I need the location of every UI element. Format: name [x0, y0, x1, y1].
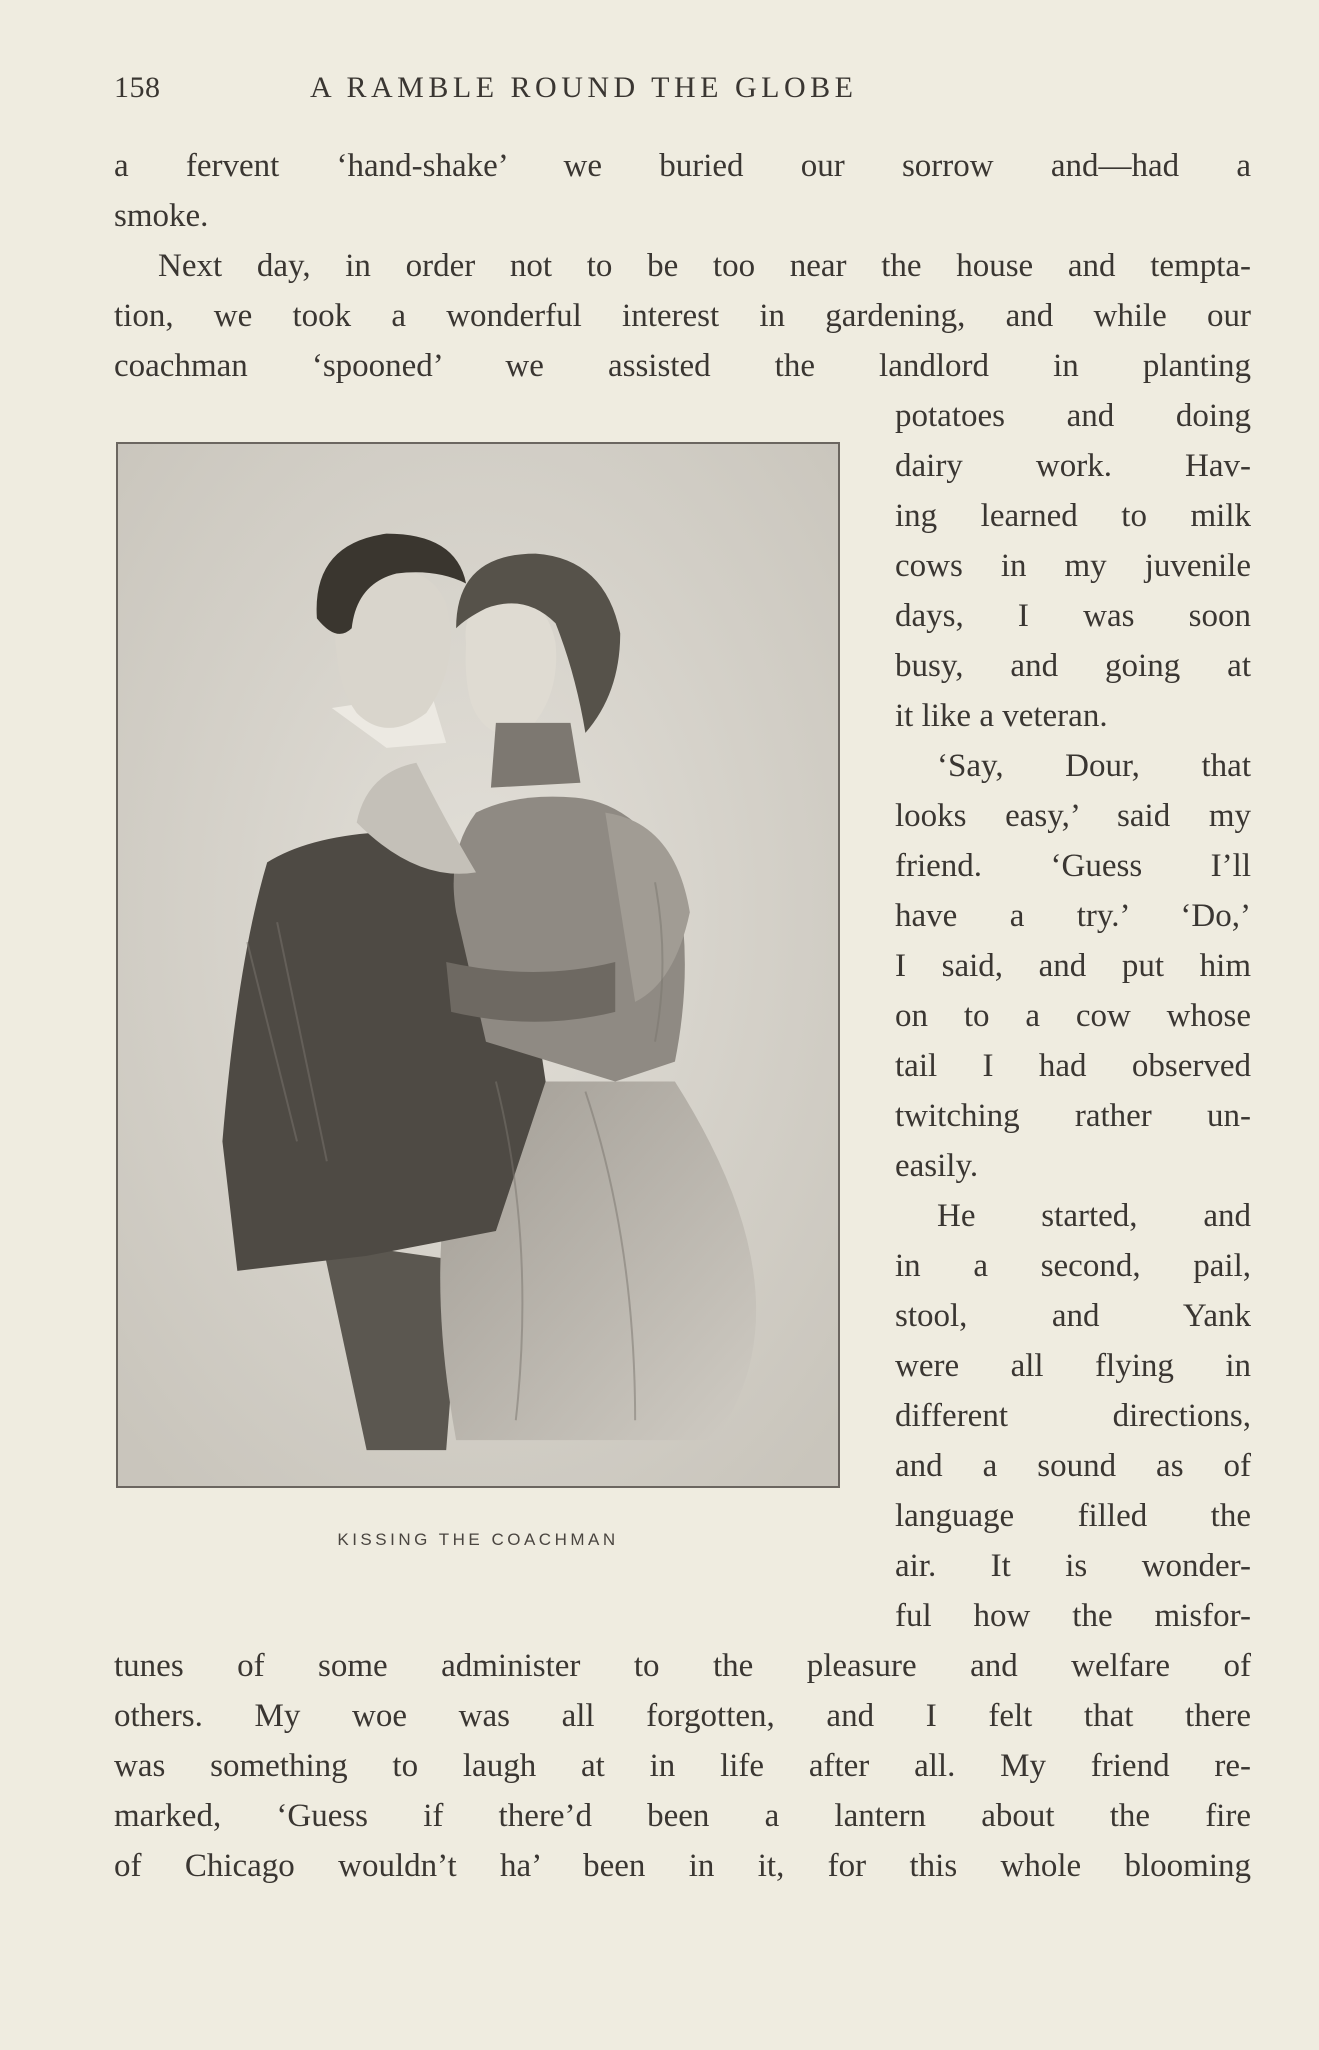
- text-line: of Chicago wouldn’t ha’ been in it, for this whole blooming: [114, 1848, 1251, 1884]
- column-text-line: cows in my juvenile: [895, 548, 1251, 584]
- column-text-line: ful how the misfor-: [895, 1598, 1251, 1634]
- column-text-line: friend. ‘Guess I’ll: [895, 848, 1251, 884]
- page-number: 158: [114, 71, 161, 104]
- text-line: coachman ‘spooned’ we assisted the landlord in planting: [114, 348, 1251, 384]
- column-text-line: on to a cow whose: [895, 998, 1251, 1034]
- column-text-line: tail I had observed: [895, 1048, 1251, 1084]
- text-line: others. My woe was all forgotten, and I felt that there: [114, 1698, 1251, 1734]
- text-line: tunes of some administer to the pleasure and welfare of: [114, 1648, 1251, 1684]
- column-text-line: I said, and put him: [895, 948, 1251, 984]
- paragraph-first-line: He started, and: [937, 1198, 1251, 1234]
- column-text-line: language filled the: [895, 1498, 1251, 1534]
- column-text-line: air. It is wonder-: [895, 1548, 1251, 1584]
- column-text-line: busy, and going at: [895, 648, 1251, 684]
- column-text-line: and a sound as of: [895, 1448, 1251, 1484]
- running-title: A RAMBLE ROUND THE GLOBE: [310, 71, 858, 104]
- text-line: a fervent ‘hand-shake’ we buried our sorrow and—had a: [114, 148, 1251, 184]
- text-line: was something to laugh at in life after all. My friend re-: [114, 1748, 1251, 1784]
- column-text-line: easily.: [895, 1148, 979, 1184]
- text-line: smoke.: [114, 198, 209, 234]
- paragraph-first-line: ‘Say, Dour, that: [937, 748, 1251, 784]
- column-text-line: twitching rather un-: [895, 1098, 1251, 1134]
- couple-engraving-image: [118, 444, 838, 1486]
- page-header: [114, 66, 1054, 110]
- column-text-line: ing learned to milk: [895, 498, 1251, 534]
- column-text-line: potatoes and doing: [895, 398, 1251, 434]
- column-text-line: dairy work. Hav-: [895, 448, 1251, 484]
- column-text-line: days, I was soon: [895, 598, 1251, 634]
- column-text-line: looks easy,’ said my: [895, 798, 1251, 834]
- column-text-line: stool, and Yank: [895, 1298, 1251, 1334]
- paragraph-first-line: Next day, in order not to be too near the house and tempta-: [158, 248, 1251, 284]
- text-line: marked, ‘Guess if there’d been a lantern about the fire: [114, 1798, 1251, 1834]
- figure-caption: KISSING THE COACHMAN: [337, 1530, 619, 1549]
- illustration: [116, 442, 840, 1488]
- column-text-line: in a second, pail,: [895, 1248, 1251, 1284]
- column-text-line: it like a veteran.: [895, 698, 1108, 734]
- column-text-line: different directions,: [895, 1398, 1251, 1434]
- column-text-line: have a try.’ ‘Do,’: [895, 898, 1251, 934]
- column-text-line: were all flying in: [895, 1348, 1251, 1384]
- text-line: tion, we took a wonderful interest in gardening, and while our: [114, 298, 1251, 334]
